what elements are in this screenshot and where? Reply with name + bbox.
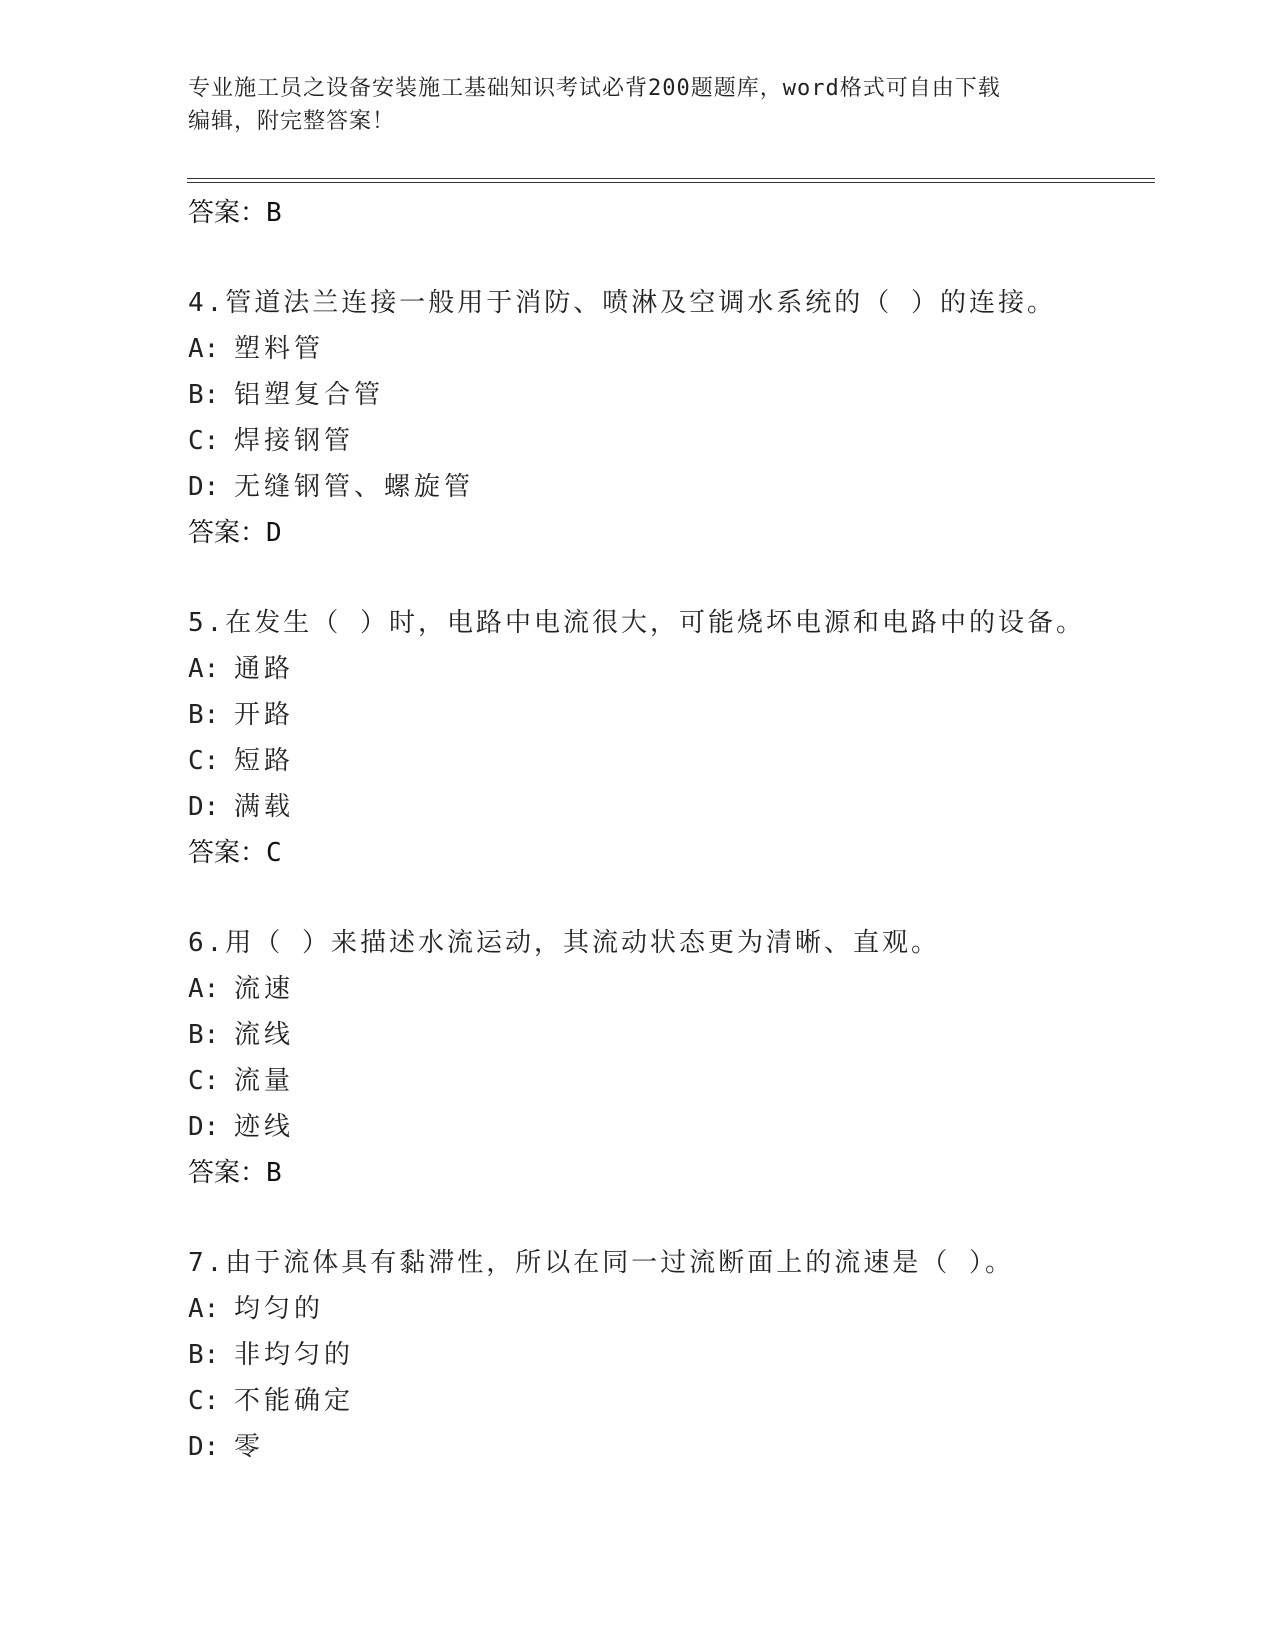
- header-divider: [187, 178, 1155, 183]
- option-a: A: 通路: [188, 654, 295, 684]
- document-header: [188, 72, 1088, 138]
- option-d: D: 无缝钢管、螺旋管: [188, 472, 475, 502]
- header-line-1: 专业施工员之设备安装施工基础知识考试必背200题题库，word格式可自由下载: [188, 76, 1001, 101]
- question-block: [188, 280, 1148, 556]
- option-d: D: 零: [188, 1432, 265, 1462]
- option-a: A: 流速: [188, 974, 295, 1004]
- question-text: 6.用（ ）来描述水流运动，其流动状态更为清晰、直观。: [188, 928, 940, 958]
- question-text: 5.在发生（ ）时，电路中电流很大，可能烧坏电源和电路中的设备。: [188, 608, 1085, 638]
- option-c: C: 流量: [188, 1066, 295, 1096]
- option-d: D: 迹线: [188, 1112, 295, 1142]
- option-c: C: 不能确定: [188, 1386, 355, 1416]
- question-block: [188, 1240, 1148, 1470]
- answer-line: 答案：D: [188, 518, 282, 548]
- option-b: B: 非均匀的: [188, 1340, 355, 1370]
- question-list: [188, 190, 1148, 1470]
- option-a: A: 塑料管: [188, 334, 325, 364]
- question-block: [188, 600, 1148, 876]
- question-block: [188, 920, 1148, 1196]
- question-text: 4.管道法兰连接一般用于消防、喷淋及空调水系统的（ ）的连接。: [188, 288, 1056, 318]
- option-b: B: 铝塑复合管: [188, 380, 385, 410]
- header-line-2: 编辑，附完整答案！: [188, 109, 396, 134]
- option-b: B: 流线: [188, 1020, 295, 1050]
- answer-line: 答案：C: [188, 838, 282, 868]
- option-c: C: 短路: [188, 746, 295, 776]
- answer-line: 答案：B: [188, 198, 282, 228]
- option-d: D: 满载: [188, 792, 295, 822]
- question-text: 7.由于流体具有黏滞性，所以在同一过流断面上的流速是（ ）。: [188, 1248, 1014, 1278]
- option-b: B: 开路: [188, 700, 295, 730]
- answer-line: 答案：B: [188, 1158, 282, 1188]
- option-c: C: 焊接钢管: [188, 426, 355, 456]
- option-a: A: 均匀的: [188, 1294, 325, 1324]
